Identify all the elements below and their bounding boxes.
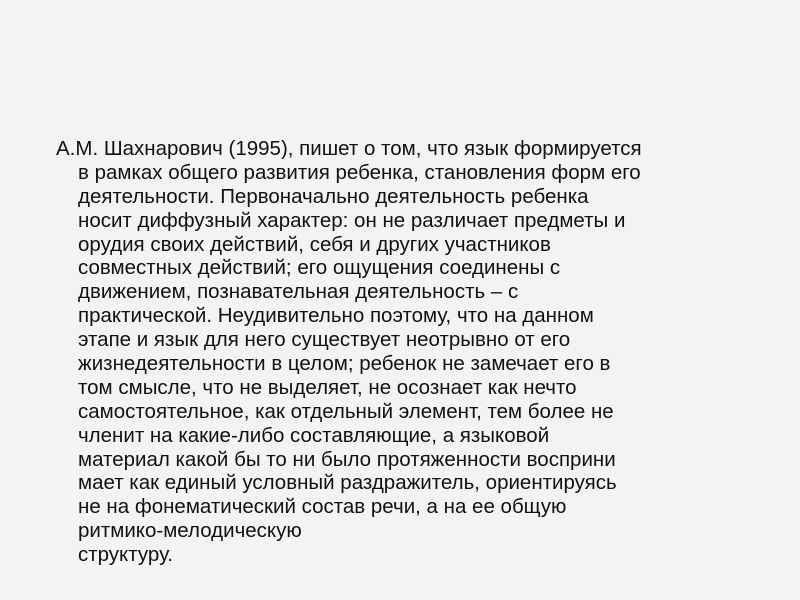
text-line-6: совместных действий; его ощущения соединены с — [78, 256, 561, 280]
text-line-14: материал какой бы то ни было протяженности восприни — [78, 447, 616, 471]
text-line-10: жизнедеятельности в целом; ребенок не замечает его в — [78, 352, 611, 376]
body-text — [56, 137, 776, 567]
text-line-2: в рамках общего развития ребенка, становления форм его — [78, 160, 641, 184]
text-line-16: не на фонематический состав речи, а на ее общую — [78, 495, 567, 519]
text-line-4: носит диффузный характер: он не различает предметы и — [78, 208, 626, 232]
text-line-3: деятельности. Первоначально деятельность ребенка — [78, 184, 589, 208]
text-line-1: А.М. Шахнарович (1995), пишет о том, что язык формируется — [56, 137, 642, 160]
text-line-7: движением, познавательная деятельность – с — [78, 280, 519, 304]
text-line-5: орудия своих действий, себя и других участников — [78, 232, 551, 256]
text-line-12: самостоятельное, как отдельный элемент, тем более не — [78, 399, 614, 423]
text-line-11: том смысле, что не выделяет, не осознает как нечто — [78, 375, 577, 399]
text-line-8: практической. Неудивительно поэтому, что на данном — [78, 304, 594, 328]
text-line-18: структуру. — [78, 543, 173, 567]
text-line-15: мает как единый условный раздражитель, ориентируясь — [78, 471, 617, 495]
text-line-17: ритмико-мелодическую — [78, 519, 302, 543]
text-line-9: этапе и язык для него существует неотрывно от его — [78, 328, 571, 352]
text-line-13: членит на какие-либо составляющие, а языковой — [78, 423, 550, 447]
